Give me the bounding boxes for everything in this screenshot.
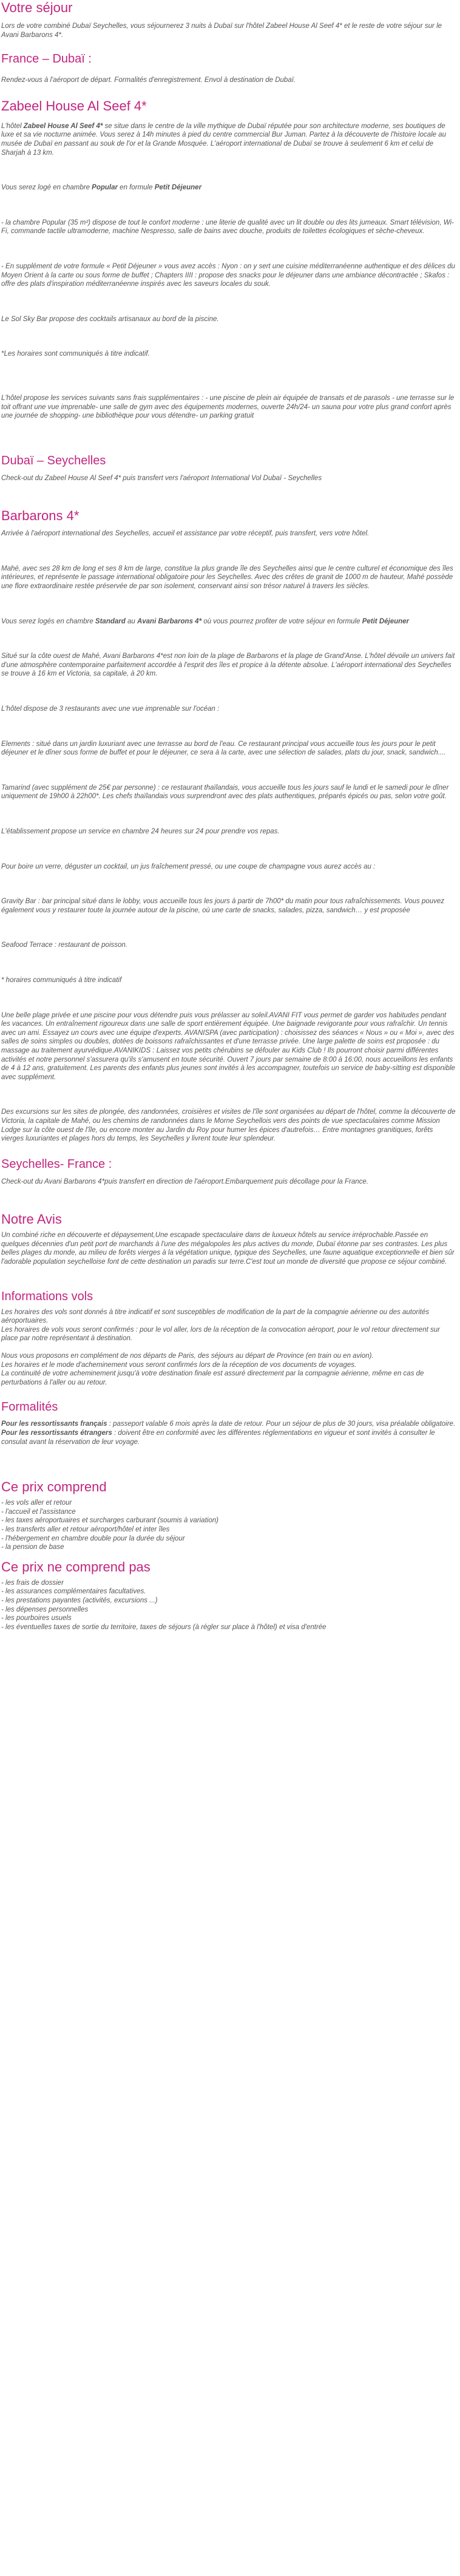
vols-p4: Les horaires et le mode d'acheminement vous seront confirmés lors de la réception de vos documents de voyages. — [1, 1361, 357, 1369]
section-title-prix-comprend: Ce prix comprend — [1, 1479, 107, 1495]
barbarons-gravity-bar: Gravity Bar : bar principal situé dans le lobby, vous accueille tous les jours à partir de 7h00* du matin pour tous rafraîchissements. Vous pouvez également vous y restaurer toute la journée autour de la piscine, où une carte de snacks, salades, pizza, sandwich… y est proposée — [1, 898, 444, 914]
section-title-dubai-seychelles: Dubaï – Seychelles — [1, 453, 106, 467]
list-item: - les prestations payantes (activités, excursions ...) — [1, 1596, 158, 1604]
section-title-barbarons: Barbarons 4* — [1, 508, 79, 524]
zabeel-room-detail: - la chambre Popular (35 m²) dispose de tout le confort moderne : une literie de qualité avec un lit double ou des lits jumeaux. Smart télévision, Wi-Fi, commande tactile ultramoderne, machine Nespresso, salle de bains avec douche, produits de toilettes écologiques et sèche-cheveux. — [1, 219, 454, 236]
sejour-intro: Lors de votre combiné Dubaï Seychelles, vous séjournerez 3 nuits à Dubaï sur l'hôtel Zabeel House Al Seef 4* et le reste de votre séjour sur le Avani Barbarons 4*. — [1, 22, 442, 39]
barbarons-elements: Elements : situé dans un jardin luxuriant avec une terrasse au bord de l'eau. Ce restaurant principal vous accueille tous les jours pour le petit déjeuner et le dîner sous forme de buffet et pour le déjeuner, ce sera à la carte, avec une sélection de salades, plats du jour, snack, sandwich.... — [1, 740, 446, 757]
dubai-seychelles-text: Check-out du Zabeel House Al Seef 4* puis transfert vers l'aéroport International Vol Dubaï - Seychelles — [1, 474, 322, 482]
zabeel-hours-note: *Les horaires sont communiqués à titre indicatif. — [1, 350, 150, 358]
vols-p1: Les horaires des vols sont donnés à titre indicatif et sont susceptibles de modification de la part de la compagnie aérienne ou des autorités aéroportuaires. — [1, 1308, 430, 1325]
list-item: - la pension de base — [1, 1544, 64, 1551]
zabeel-room-intro: Vous serez logé en chambre Popular en formule Petit Déjeuner — [1, 184, 202, 192]
list-item: - les pourboires usuels — [1, 1615, 72, 1622]
list-item: - les dépenses personnelles — [1, 1605, 89, 1613]
zabeel-description: L'hôtel Zabeel House Al Seef 4* se situe dans le centre de la ville mythique de Dubaï réputée pour son architecture moderne, ses boutiques de luxe et sa vie nocturne animée. Vous serez à 14h minutes à pied du centre commercial Bur Juman. Partez à la découverte de l'histoire locale au musée de Dubaï en passant au souk de l'or et la Grande Mosquée. L'aéroport international de Dubaï se trouve à seulement 6 km et celui de Sharjah à 13 km. — [1, 122, 447, 157]
section-title-seychelles-france: Seychelles- France : — [1, 1157, 112, 1171]
formalites-francais: Pour les ressortissants français : passeport valable 6 mois après la date de retour. Pour un séjour de plus de 30 jours, visa préalable obligatoire. — [1, 1420, 456, 1428]
formalites-etrangers: Pour les ressortissants étrangers : doivent être en conformité avec les différentes réglementations en vigueur et sont invités à consulter le consulat avant la réservation de leur voyage. — [1, 1429, 435, 1446]
list-item: - les frais de dossier — [1, 1579, 64, 1587]
vols-p3: Nous vous proposons en complément de nos départs de Paris, des séjours au départ de Province (en train ou en avion). — [1, 1352, 374, 1360]
barbarons-seafood: Seafood Terrace : restaurant de poisson. — [1, 941, 127, 949]
barbarons-restaurants-intro: L'hôtel dispose de 3 restaurants avec une vue imprenable sur l'océan : — [1, 705, 220, 713]
section-title-zabeel: Zabeel House Al Seef 4* — [1, 98, 147, 114]
section-title-sejour: Votre séjour — [1, 0, 73, 15]
section-title-vols: Informations vols — [1, 1289, 93, 1303]
hotel-name-zabeel: Zabeel House Al Seef 4* — [23, 122, 103, 130]
list-item: - les vols aller et retour — [1, 1499, 72, 1507]
zabeel-dining: - En supplément de votre formule « Petit Déjeuner » vous avez accès : Nyon : on y sert une cuisine méditerranéenne authentique et des délices du Moyen Orient à la carte ou sous forme de buffet ; Chapters IIII : propose des snacks pour le déjeuner dans une ambiance décontractée ; Skafos : offre des plats d'inspiration méditerranéenne inspirés avec les saveurs locales du souk. — [1, 262, 455, 288]
vols-p5: La continuité de votre acheminement jusqu'à votre destination finale est assuré directement par la compagnie aérienne, même en cas de perturbations à l'aller ou au retour. — [1, 1370, 424, 1386]
section-title-avis: Notre Avis — [1, 1212, 62, 1227]
list-item: - les transferts aller et retour aéroport/hôtel et inter îles — [1, 1525, 170, 1533]
avis-text: Un combiné riche en découverte et dépaysement,Une escapade spectaculaire dans de luxueux hôtels au service irréprochable.Passée en quelques décennies d'un petit port de marchands à l'une des mégalopoles les plus actives du monde, Dubaï étonne par ses contrastes. Les plus belles plages du monde, au milieu de forêts vierges à la végétation unique, typique des Seychelles, une faune aquatique exceptionnelle et bien sûr l'adorable population seychelloise font de cette destination un paradis sur terre.C'est tout un monde de diversité que propose ce séjour combiné. — [1, 1232, 455, 1266]
vols-p2: Les horaires de vols vous seront confirmés : pour le vol aller, lors de la réception de la convocation aéroport, pour le vol retour directement sur place par notre représentant à destination. — [1, 1326, 440, 1343]
barbarons-arrival: Arrivée à l'aéroport international des Seychelles, accueil et assistance par votre réceptif, puis transfert, vers votre hôtel. — [1, 530, 370, 538]
section-title-prix-ne-comprend-pas: Ce prix ne comprend pas — [1, 1559, 151, 1574]
list-item: - l'accueil et l'assistance — [1, 1508, 76, 1516]
list-item: - l'hébergement en chambre double pour la durée du séjour — [1, 1534, 185, 1542]
zabeel-bar: Le Sol Sky Bar propose des cocktails artisanaux au bord de la piscine. — [1, 315, 219, 323]
section-title-france-dubai: France – Dubaï : — [1, 52, 92, 66]
barbarons-drinks: Pour boire un verre, déguster un cocktail, un jus fraîchement pressé, ou une coupe de champagne vous aurez accès au : — [1, 863, 376, 870]
barbarons-room-service: L'établissement propose un service en chambre 24 heures sur 24 pour prendre vos repas. — [1, 828, 280, 835]
prix-ne-comprend-pas-list — [1, 1579, 456, 1632]
barbarons-mahe: Mahé, avec ses 28 km de long et ses 8 km de large, constitue la plus grande île des Seychelles ainsi que le centre culturel et économique des îles intérieures, et représente le passage international obligatoire pour les Seychelles. Avec des crêtes de granit de 1000 m de hauteur, Mahé possède une flore extraordinaire restée préservée de par son isolement, conservant ainsi son trésor naturel à travers les siècles. — [1, 564, 453, 591]
barbarons-location: Situé sur la côte ouest de Mahé, Avani Barbarons 4*est non loin de la plage de Barbarons et la plage de Grand'Anse. L'hôtel dévoile un univers fait d'une atmosphère contemporaine parfaitement accordée à l'esprit des îles et propice à la détente absolue. L'aéroport international des Seychelles se trouve à 16 km et Victoria, sa capitale, à 20 km. — [1, 652, 455, 678]
barbarons-excursions: Des excursions sur les sites de plongée, des randonnées, croisières et visites de l'île sont organisées au départ de l'hôtel, comme la découverte de Victoria, la capitale de Mahé, ou les chemins de randonnées dans le Morne Seychellois vers des points de vue spectaculaires comme Mission Lodge sur la côte ouest de l'île, ou encore monter au Jardin du Roy pour humer les épices d'autrefois… Entre montagnes granitiques, forêts vierges luxuriantes et plages hors du temps, les Seychelles y livrent toute leur splendeur. — [1, 1108, 456, 1143]
seychelles-france-text: Check-out du Avani Barbarons 4*puis transfert en direction de l'aéroport.Embarquement puis décollage pour la France. — [1, 1178, 369, 1185]
barbarons-tamarind: Tamarind (avec supplément de 25€ par personne) : ce restaurant thaïlandais, vous accueille tous les jours sauf le lundi et le samedi pour le dîner uniquement de 19h00 à 22h00*. Les chefs thaïlandais vous surprendront avec des plats authentiques, préparés épicés ou pas, selon votre goût. — [1, 784, 449, 801]
barbarons-facilities: Une belle plage privée et une piscine pour vous détendre puis vous prélasser au soleil.AVANI FIT vous permet de garder vos habitudes pendant les vacances. Un entraînement rigoureux dans une salle de sport entièrement équipée. Une baignade revigorante pour vous rafraîchir. Un tennis avec un ami. Essayez un cours avec une équipe d'experts. AVANISPA (avec participation) : choisissez des séances « Nous » ou « Moi », avec des salles de soins simples ou doubles, dotées de boissons rafraîchissantes et d'une terrasse privée. Une large palette de soins est proposée : du massage au traitement ayurvédique.AVANIKIDS : Laissez vos petits chérubins se défouler au Kids Club ! Ils pourront choisir parmi différentes activités et notre personnel s'assurera qu'ils s'amusent en toute sécurité. Ouvert 7 jours par semaine de 8:00 à 16:00, nous accueillons les enfants de 4 à 12 ans, gratuitement. Les parents des enfants plus jeunes sont invités à les accompagner, toutefois un service de baby-sitting est disponible avec supplément. — [1, 1011, 455, 1081]
list-item: - les taxes aéroportuaires et surcharges carburant (soumis à variation) — [1, 1517, 218, 1525]
list-item: - les éventuelles taxes de sortie du territoire, taxes de séjours (à régler sur place à l'hôtel) et visa d'entrée — [1, 1623, 326, 1631]
list-item: - les assurances complémentaires facultatives. — [1, 1588, 146, 1596]
zabeel-services: L'hôtel propose les services suivants sans frais supplémentaires : - une piscine de plein air équipée de transats et de parasols - une terrasse sur le toit offrant une vue imprenable- une salle de gym avec des équipements modernes, ouverte 24h/24- un sauna pour votre plus grand confort après une journée de shopping- une bibliothèque pour vous détendre- un parking gratuit — [1, 394, 455, 420]
barbarons-room-intro: Vous serez logés en chambre Standard au Avani Barbarons 4* où vous pourrez profiter de votre séjour en formule Petit Déjeuner — [1, 617, 410, 625]
barbarons-hours-note: * horaires communiqués à titre indicatif — [1, 976, 122, 984]
hotel-name-avani: Avani Barbarons 4* — [137, 617, 202, 625]
france-dubai-text: Rendez-vous à l'aéroport de départ. Formalités d'enregistrement. Envol à destination de Dubaï. — [1, 76, 296, 84]
section-title-formalites: Formalités — [1, 1400, 58, 1414]
prix-comprend-list — [1, 1499, 456, 1552]
